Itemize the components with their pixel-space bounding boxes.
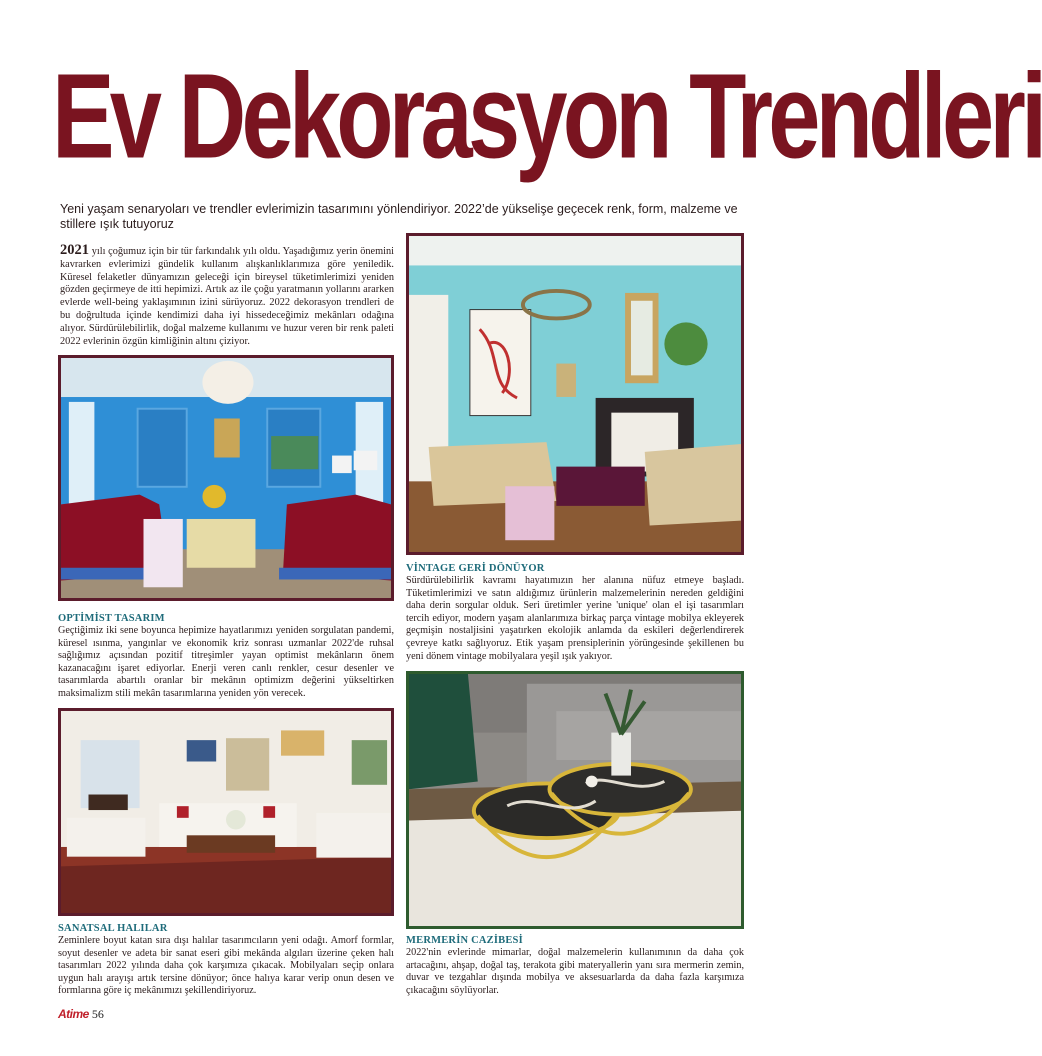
section-mermer [406, 934, 744, 997]
section-body: Geçtiğimiz iki sene boyunca hepimize hayatlarımızı yeniden sorgulatan pandemi, küresel ısınma, yangınlar ve ekonomik kriz sonrası uzmanlar 2022'de ruhsal sağlığımız açısından pozitif titreşimler yayan optimist mekânların önem kazanacağını işaret ediyorlar. Enerji veren canlı renkler, cesur desenler ve tasarımlarda abartılı oranlar bir mekânın optimizm değerini yükseltirken maksimalizm stili mekân tasarımlarına yeniden yön verecek. [58, 625, 394, 699]
section-body: Zeminlere boyut katan sıra dışı halılar tasarımcıların yeni odağı. Amorf formlar, soyut desenler ve adeta bir sanat eseri gibi mekânda algıları üzerine çeken halı tasarımları 2022 yılında daha çok karşımıza çıkacak. Mobilyaları seçip onlara uygun halı arayışı artık tersine dönüyor; önce halıya karar verip onun desen ve formlarına göre iç mekânımızı şekillendiriyoruz. [58, 935, 394, 997]
subtitle: Yeni yaşam senaryoları ve trendler evlerimizin tasarımını yönlendiriyor. 2022’de yükselişe geçecek renk, form, malzeme ve stillere ışık tutuyoruz [60, 202, 738, 231]
section-heading: OPTİMİST TASARIM [58, 613, 165, 624]
section-heading: SANATSAL HALILAR [58, 923, 168, 934]
section-body: Sürdürülebilirlik kavramı hayatımızın her alanına nüfuz etmeye başladı. Tüketimlerimizi ve satın aldığımız ürünlerin malzemelerinin nereden geldiğini daha derin sorgular olduk. Seri üretimler yerine 'unique' olan el işi tasarımları tercih ediyor, modern yaşam alanlarımıza birkaç parça vintage mobilya ekleyerek geçmişin nostaljisini yaşatırken ekolojik anlamda da eskileri değerlendirerek çevreye katkı sağlıyoruz. Etik yaşam prensiplerinin yörüngesinde şekillenen bu yeni dönem vintage mobilyalara yeşil ışık yakıyor. [406, 575, 744, 662]
photo-blue-living-room [58, 355, 394, 601]
page-number: 56 [91, 1007, 104, 1021]
photo-art-rug-room [58, 708, 394, 916]
section-optimist [58, 612, 394, 701]
page-footer [58, 1006, 104, 1022]
section-vintage [406, 562, 744, 663]
intro-lead: 2021 [60, 242, 89, 258]
magazine-logo: Atime [58, 1007, 89, 1021]
photo-marble-tables [406, 671, 744, 929]
section-heading: VİNTAGE GERİ DÖNÜYOR [406, 563, 545, 574]
photo-vintage-room [406, 233, 744, 555]
section-heading: MERMERİN CAZİBESİ [406, 935, 523, 946]
intro-paragraph [60, 244, 394, 348]
page-title: Ev Dekorasyon Trendleri [52, 49, 1042, 184]
section-body: 2022'nin evlerinde mimarlar, doğal malzemelerin kullanımının da daha çok artacağını, ahşap, doğal taş, terakota gibi materyallerin yanı sıra mermerin zemin, duvar ve tezgahlar dışında mobilya ve aksesuarlarda da daha fazla karşımıza çıkacağını söylüyorlar. [406, 947, 744, 996]
intro-body: yılı çoğumuz için bir tür farkındalık yılı oldu. Yaşadığımız yerin önemini kavrarken evlerimizi gündelik kullanım alışkanlıklarımıza göre yeniledik. Küresel felaketler dünyamızın geleceği için bireysel tüketimlerimizi yeniden gözden geçirmeye de itti hepimizi. Artık az ile çoğu yaratmanın yollarını ararken evlerde well-being yaklaşımının izini sürüyoruz. 2022 dekorasyon trendleri de bu doğrultuda içinde kendimizi daha iyi hissedeceğimiz mekânları odağına alıyor. Sürdürülebilirlik, doğal malzeme kullanımı ve huzur veren bir renk paleti 2022 evlerinin özgün kimliğinin altını çiziyor. [60, 246, 394, 347]
section-halilar [58, 922, 394, 998]
